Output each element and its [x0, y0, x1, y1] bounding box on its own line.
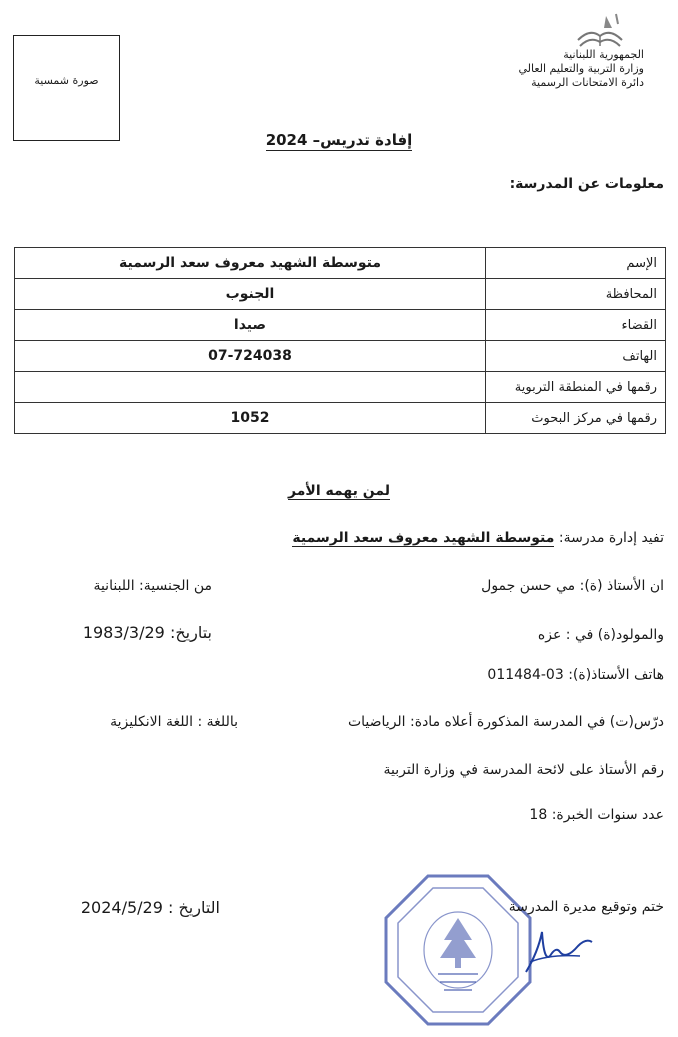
document-date: التاريخ : 2024/5/29: [80, 898, 220, 917]
nationality-line: من الجنسية: اللبنانية: [93, 578, 212, 594]
school-info-table: [14, 247, 666, 434]
language-line: باللغة : اللغة الانكليزية: [110, 714, 238, 730]
row-value: الجنوب: [15, 279, 486, 310]
phone-line: هاتف الأستاذ(ة): 03-011484: [487, 667, 664, 683]
ministry-line-1: الجمهورية اللبنانية: [563, 48, 644, 61]
table-row: [15, 403, 666, 434]
row-value: [15, 372, 486, 403]
birthdate-line: بتاريخ: 1983/3/29: [82, 623, 212, 642]
row-value: صيدا: [15, 310, 486, 341]
row-value: 07-724038: [15, 341, 486, 372]
photo-label: صورة شمسية: [34, 74, 99, 87]
table-row: [15, 310, 666, 341]
signature: [520, 912, 600, 982]
school-stamp: [378, 870, 538, 1030]
section-title: معلومات عن المدرسة:: [509, 176, 664, 192]
document-title-text: إفادة تدريس– 2024: [265, 131, 413, 149]
birthplace-line: والمولود(ة) في : عزه: [537, 627, 664, 643]
ministry-logo: [568, 10, 632, 52]
signature-label: ختم وتوقيع مديرة المدرسة: [508, 899, 664, 915]
concern-title-text: لمن يهمه الأمر: [288, 483, 390, 499]
ministry-header: [518, 48, 644, 90]
row-label: رقمها في المنطقة التربوية: [486, 372, 666, 403]
teacher-line: ان الأستاذ (ة): مي حسن جمول: [481, 578, 664, 594]
row-label: المحافظة: [486, 279, 666, 310]
row-label: القضاء: [486, 310, 666, 341]
ministry-line-3: دائرة الامتحانات الرسمية: [531, 76, 644, 89]
table-row: [15, 279, 666, 310]
table-row: [15, 372, 666, 403]
ministry-line-2: وزارة التربية والتعليم العالي: [518, 62, 644, 75]
school-name: متوسطة الشهيد معروف سعد الرسمية: [292, 530, 555, 546]
intro-line: [292, 530, 664, 546]
table-row: [15, 341, 666, 372]
table-row: [15, 248, 666, 279]
experience-line: عدد سنوات الخبرة: 18: [529, 807, 664, 823]
registry-line: رقم الأستاذ على لائحة المدرسة في وزارة التربية: [383, 762, 664, 778]
photo-box: [13, 35, 120, 141]
document-title: [0, 131, 678, 149]
subject-line: درّس(ت) في المدرسة المذكورة أعلاه مادة: الرياضيات: [347, 714, 664, 730]
row-label: الإسم: [486, 248, 666, 279]
concern-title: [0, 483, 678, 499]
intro-text: تفيد إدارة مدرسة:: [558, 530, 664, 546]
row-label: رقمها في مركز البحوث: [486, 403, 666, 434]
row-label: الهاتف: [486, 341, 666, 372]
row-value: متوسطة الشهيد معروف سعد الرسمية: [15, 248, 486, 279]
row-value: 1052: [15, 403, 486, 434]
